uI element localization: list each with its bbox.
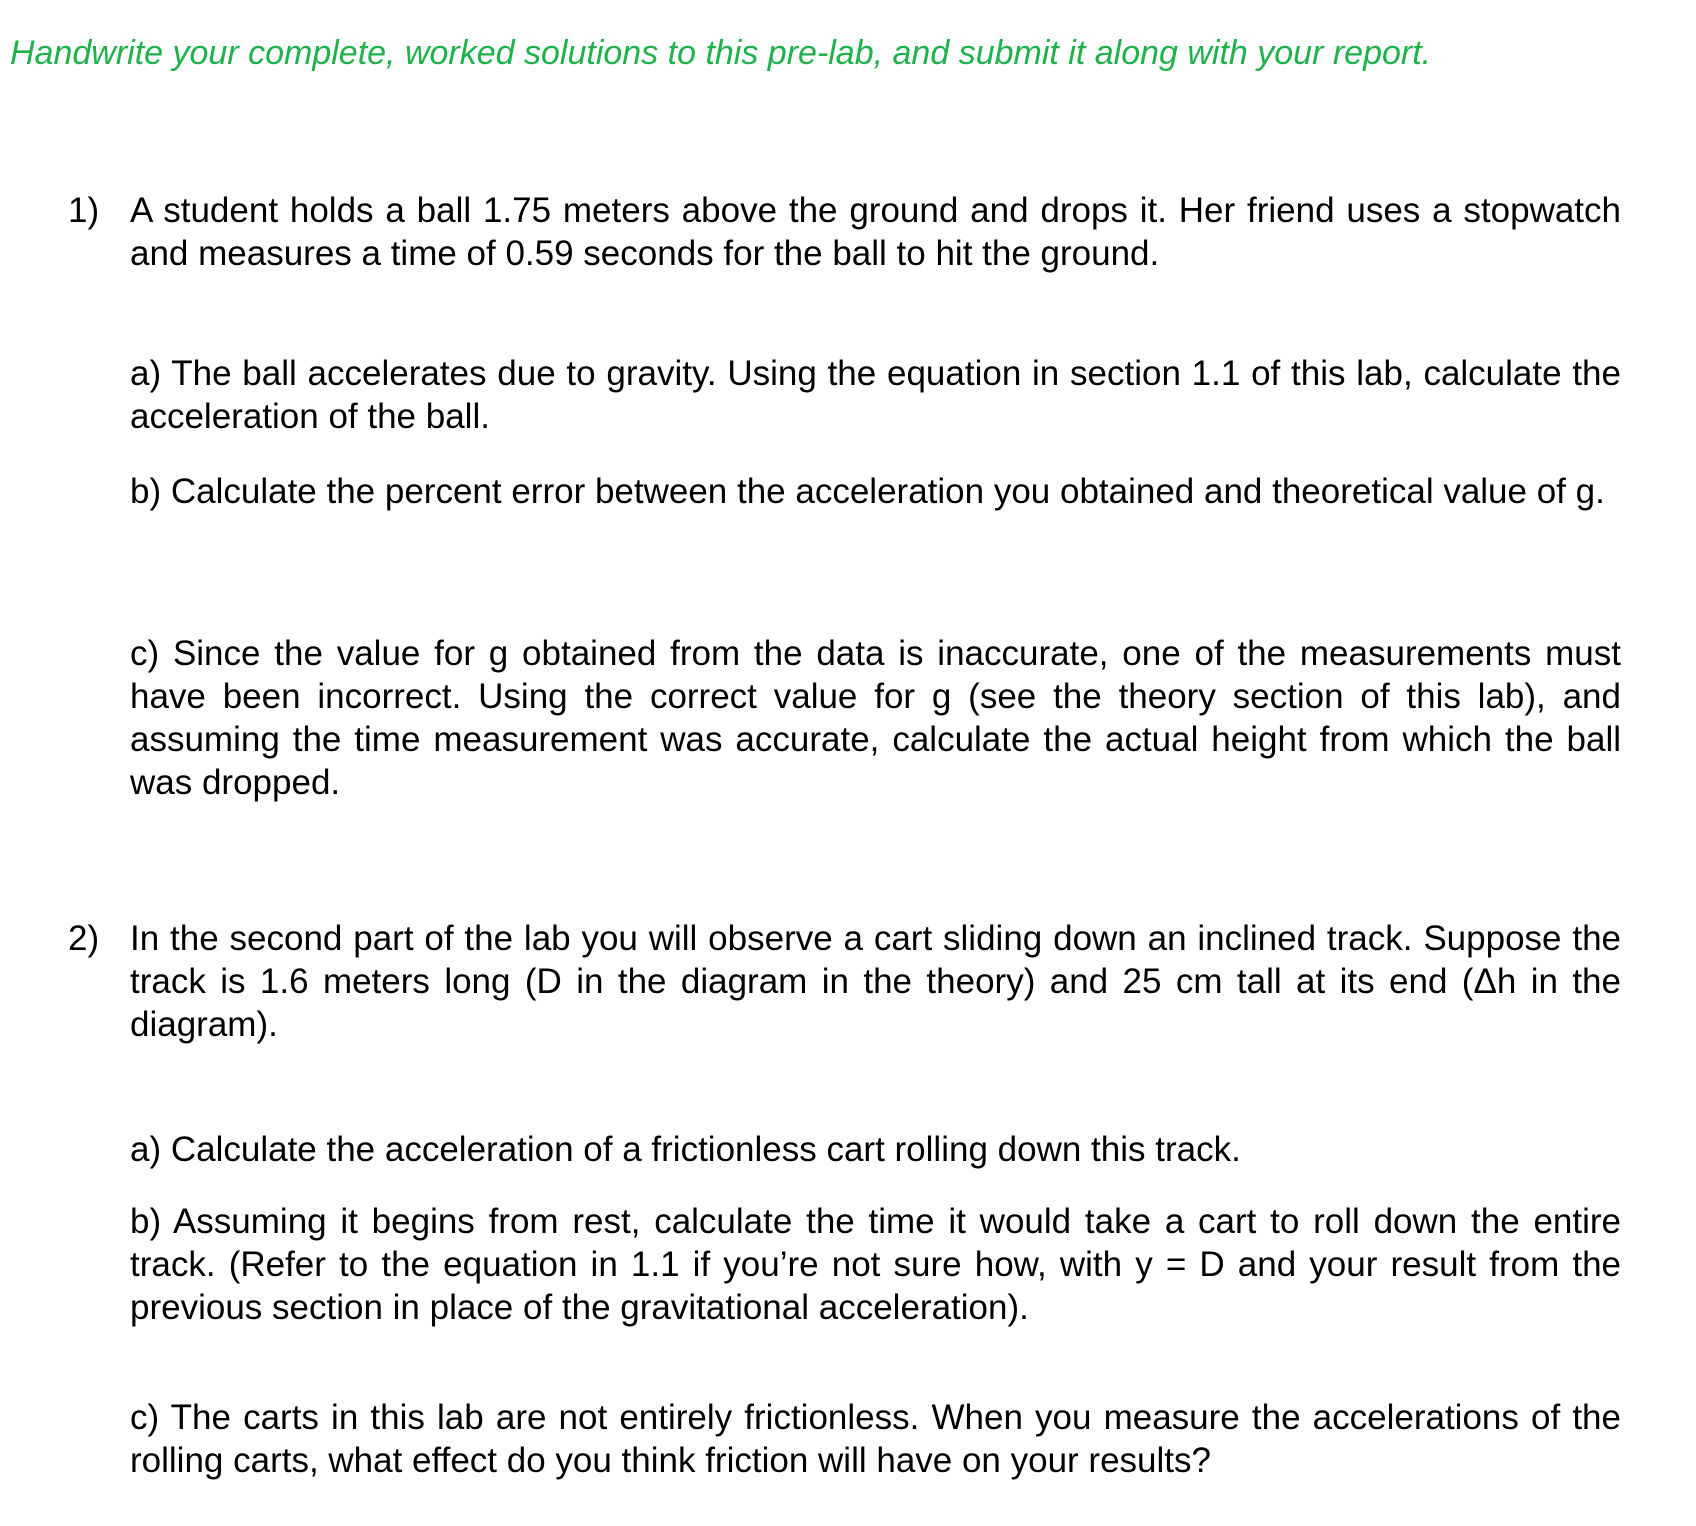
question-1-part-c: c) Since the value for g obtained from the data is inaccurate, one of the measurements must have been incorrect. Using the correct value for g (see the theory section of this lab), and assuming the time measurement was accurate, calculate the actual height from which the ball was dropped.: [130, 634, 1621, 802]
question-number: 2): [68, 919, 100, 958]
question-1: [68, 189, 1621, 275]
question-text: In the second part of the lab you will observe a cart sliding down an inclined track. Suppose the track is 1.6 meters long (D in the diagram in the theory) and 25 cm tall at its end (Δh in the diagram).: [130, 919, 1621, 1044]
question-2-part-a: a) Calculate the acceleration of a frictionless cart rolling down this track.: [130, 1130, 1241, 1169]
question-2-part-c: c) The carts in this lab are not entirely frictionless. When you measure the accelerations of the rolling carts, what effect do you think friction will have on your results?: [130, 1398, 1621, 1480]
question-1-part-a: a) The ball accelerates due to gravity. Using the equation in section 1.1 of this lab, calculate the acceleration of the ball.: [130, 354, 1621, 436]
question-number: 1): [68, 191, 100, 230]
question-2: [68, 917, 1621, 1046]
question-2-part-b: b) Assuming it begins from rest, calculate the time it would take a cart to roll down the entire track. (Refer to the equation in 1.1 if you’re not sure how, with y = D and your result from the previous section in place of the gravitational acceleration).: [130, 1202, 1621, 1327]
instruction-text: Handwrite your complete, worked solutions to this pre-lab, and submit it along with your report.: [10, 34, 1432, 72]
question-text: A student holds a ball 1.75 meters above the ground and drops it. Her friend uses a stopwatch and measures a time of 0.59 seconds for the ball to hit the ground.: [130, 191, 1621, 273]
question-1-part-b: b) Calculate the percent error between the acceleration you obtained and theoretical value of g.: [130, 472, 1605, 511]
